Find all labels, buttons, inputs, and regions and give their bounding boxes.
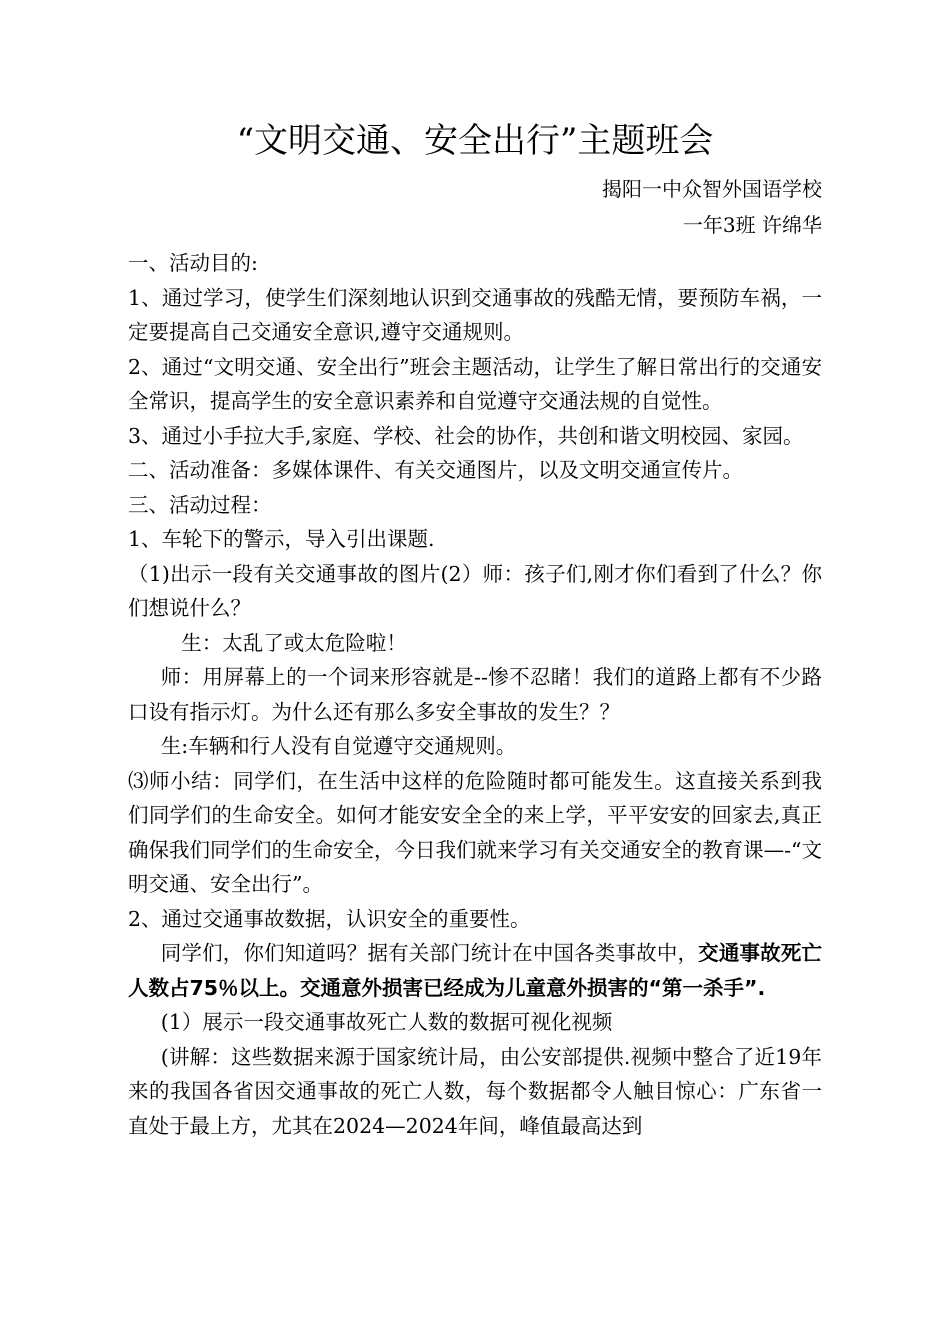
- goal-paragraph-1: 1、通过学习，使学生们深刻地认识到交通事故的残酷无情，要预防车祸，一定要提高自己交通安全意识,遵守交通规则。: [128, 285, 822, 344]
- section-heading-preparation: 二、活动准备：多媒体课件、有关交通图片，以及文明交通宣传片。: [128, 458, 743, 482]
- process-step-2: 2、通过交通事故数据，认识安全的重要性。: [128, 906, 531, 931]
- page-title: “文明交通、安全出行”主题班会: [236, 121, 714, 161]
- explanation-paragraph: (讲解：这些数据来源于国家统计局，由公安部提供.视频中整合了近19年来的我国各省因交通事故的死亡人数，每个数据都令人触目惊心：广东省一直处于最上方，尤其在2024—2024年间，峰值最高达到: [128, 1044, 822, 1138]
- document-body: [128, 246, 822, 1143]
- teacher-paragraph: 师：用屏幕上的一个词来形容就是--惨不忍睹！我们的道路上都有不少路口设有指示灯。为什么还有那么多安全事故的发生？？: [128, 665, 822, 724]
- student-reply-2: 生:车辆和行人没有自觉遵守交通规则。: [160, 734, 517, 758]
- goal-paragraph-2: 2、通过“文明交通、安全出行”班会主题活动，让学生了解日常出行的交通安全常识，提高学生的安全意识素养和自觉遵守交通法规的自觉性。: [128, 354, 822, 413]
- statistics-highlight: 交通事故死亡人数占75％以上。交通意外损害已经成为儿童意外损害的“第一杀手”.: [128, 941, 823, 1000]
- school-name: 揭阳一中众智外国语学校: [602, 177, 822, 201]
- statistics-paragraph: [128, 936, 822, 1005]
- section-heading-goals: 一、活动目的:: [128, 251, 258, 275]
- class-author: 一年3班 许绵华: [682, 213, 822, 237]
- teacher-summary: ⑶师小结：同学们，在生活中这样的危险随时都可能发生。这直接关系到我们同学们的生命安全。如何才能安安全全的来上学，平平安安的回家去,真正确保我们同学们的生命安全，今日我们就来学习有关交通安全的教育课—-“文明交通、安全出行”。: [128, 768, 822, 896]
- section-heading-process: 三、活动过程：: [128, 492, 272, 517]
- video-item: (1）展示一段交通事故死亡人数的数据可视化视频: [160, 1010, 613, 1034]
- process-step-1: 1、车轮下的警示，导入引出课题.: [128, 527, 435, 551]
- student-reply-1: 生：太乱了或太危险啦！: [181, 630, 407, 655]
- process-paragraph-pictures: （1)出示一段有关交通事故的图片(2）师：孩子们,刚才你们看到了什么？你们想说什么？: [128, 561, 822, 620]
- goal-paragraph-3: 3、通过小手拉大手,家庭、学校、社会的协作，共创和谐文明校园、家园。: [128, 423, 804, 448]
- statistics-intro: 同学们，你们知道吗？据有关部门统计在中国各类事故中，: [160, 941, 699, 965]
